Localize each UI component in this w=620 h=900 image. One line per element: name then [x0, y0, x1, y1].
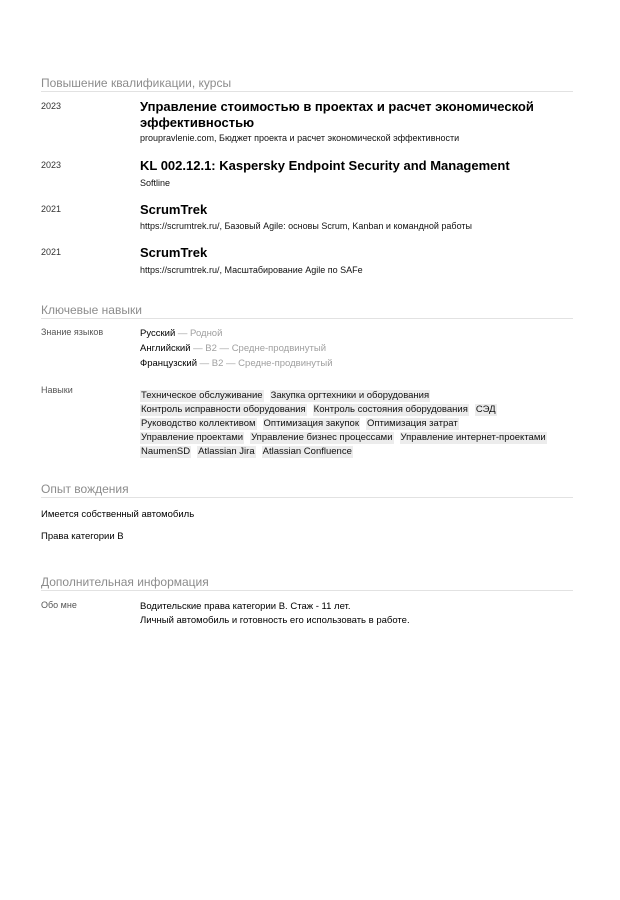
skills-label: Навыки: [41, 385, 73, 395]
language-name: Английский: [140, 343, 191, 354]
skill-tag: Закупка оргтехники и оборудования: [270, 390, 430, 401]
skill-tag: Оптимизация закупок: [263, 418, 359, 429]
skill-tag: Руководство коллективом: [141, 418, 256, 429]
language-row: [140, 343, 326, 355]
course-title-line: Управление стоимостью в проектах и расчет экономической: [140, 99, 534, 114]
skills-section-title: Ключевые навыки: [41, 303, 573, 319]
skill-tag: Контроль исправности оборудования: [141, 404, 306, 415]
language-row: [140, 358, 333, 370]
about-label: Обо мне: [41, 600, 77, 610]
languages-label: Знание языков: [41, 327, 104, 337]
course-year: 2021: [41, 247, 62, 257]
language-level: — B2 — Средне-продвинутый: [190, 343, 327, 354]
skill-tag: Оптимизация затрат: [366, 418, 458, 429]
course-subtitle: proupravlenie.com, Бюджет проекта и расчет экономической эффективности: [140, 133, 460, 143]
course-title: [140, 99, 580, 131]
skill-tag: Управление проектами: [141, 432, 244, 443]
courses-section-title: Повышение квалификации, курсы: [41, 76, 573, 92]
skill-tag: СЭД: [475, 404, 496, 415]
course-title-line: эффективностью: [140, 115, 255, 130]
course-subtitle: https://scrumtrek.ru/, Масштабирование Agile по SAFe: [140, 265, 363, 275]
skill-tag: Atlassian Confluence: [262, 446, 352, 457]
course-year: 2023: [41, 101, 62, 111]
additional-section-title: Дополнительная информация: [41, 575, 573, 591]
language-level: — B2 — Средне-продвинутый: [197, 358, 333, 369]
language-name: Русский: [140, 328, 176, 339]
language-level: — Родной: [175, 328, 223, 339]
course-subtitle: Softline: [140, 178, 171, 188]
driving-section-title: Опыт вождения: [41, 482, 573, 498]
own-car-text: Имеется собственный автомобиль: [41, 509, 195, 520]
language-row: [140, 328, 222, 340]
skills-tag-list: [140, 385, 580, 455]
course-title: KL 002.12.1: Kaspersky Endpoint Security and Management: [140, 158, 510, 173]
language-name: Французский: [140, 358, 197, 369]
about-text-line: Водительские права категории В. Стаж - 11 лет.: [140, 601, 351, 612]
course-title: ScrumTrek: [140, 245, 208, 260]
skill-tag: Контроль состояния оборудования: [313, 404, 468, 415]
about-text-line: Личный автомобиль и готовность его использовать в работе.: [140, 615, 410, 626]
course-subtitle: https://scrumtrek.ru/, Базовый Agile: основы Scrum, Kanban и командной работы: [140, 221, 472, 231]
skill-tag: NaumenSD: [141, 446, 191, 457]
skill-tag: Техническое обслуживание: [141, 390, 263, 401]
course-title: ScrumTrek: [140, 202, 208, 217]
course-year: 2023: [41, 160, 62, 170]
skill-tag: Управление бизнес процессами: [251, 432, 393, 443]
license-text: Права категории B: [41, 531, 124, 542]
skill-tag: Управление интернет-проектами: [400, 432, 546, 443]
skill-tag: Atlassian Jira: [198, 446, 255, 457]
course-year: 2021: [41, 204, 62, 214]
